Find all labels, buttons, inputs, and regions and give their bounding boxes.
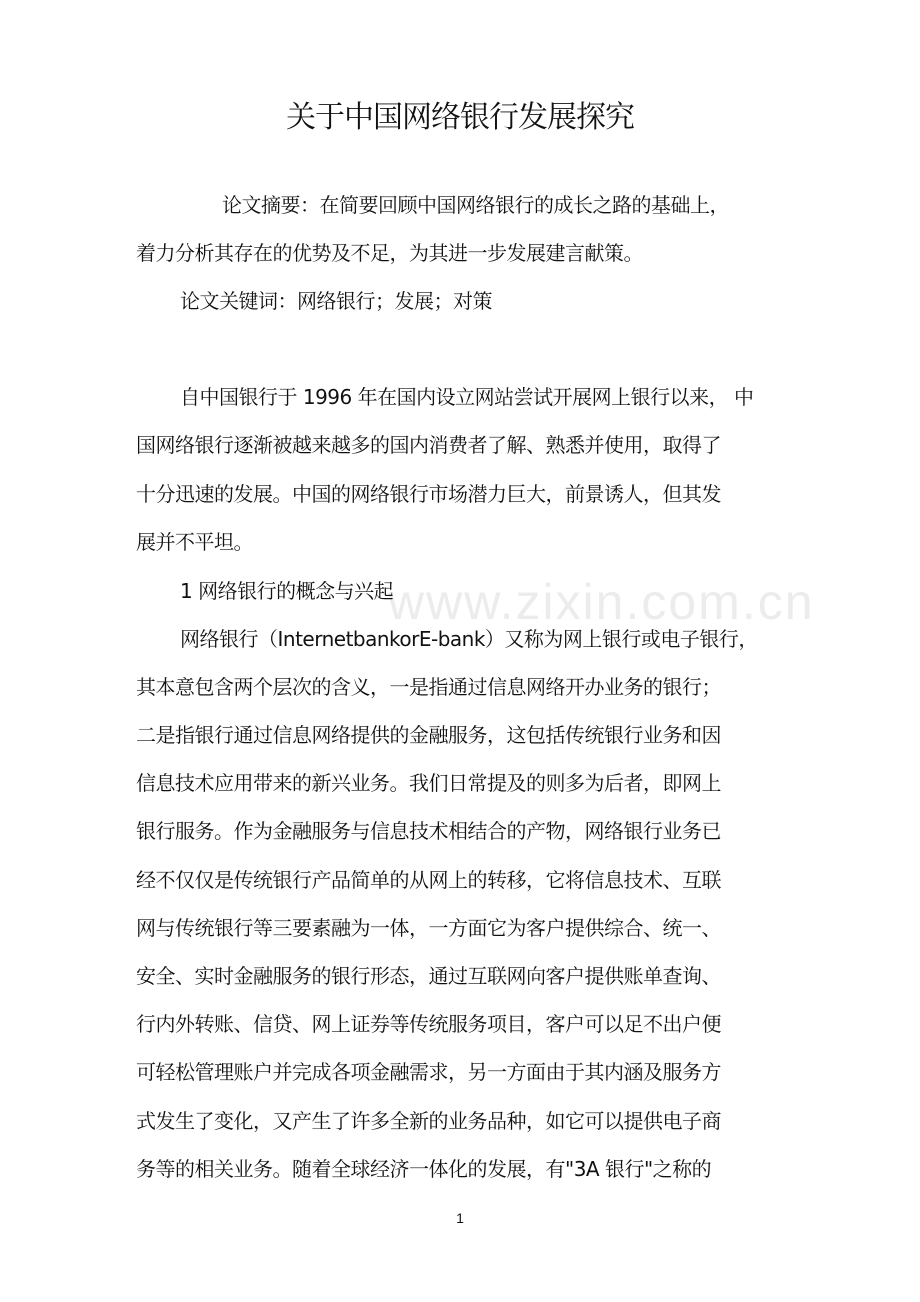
body-line: 自中国银行于 1996 年在国内设立网站尝试开展网上银行以来， 中 (180, 385, 754, 409)
body-line: 十分迅速的发展。中国的网络银行市场潜力巨大，前景诱人，但其发 (136, 482, 721, 506)
body-line: 安全、实时金融服务的银行形态，通过互联网向客户提供账单查询、 (136, 964, 721, 988)
body-line: 国网络银行逐渐被越来越多的国内消费者了解、熟悉并使用，取得了 (136, 433, 721, 457)
body-line: 银行服务。作为金融服务与信息技术相结合的产物，网络银行业务已 (136, 819, 721, 843)
body-line: 行内外转账、信贷、网上证券等传统服务项目，客户可以足不出户便 (136, 1012, 721, 1036)
abstract-line: 论文摘要：在简要回顾中国网络银行的成长之路的基础上， (222, 193, 729, 217)
page-number: 1 (456, 1210, 464, 1226)
body-line: 可轻松管理账户并完成各项金融需求，另一方面由于其内涵及服务方 (136, 1060, 721, 1084)
body-line: 务等的相关业务。随着全球经济一体化的发展，有"3A 银行"之称的 (136, 1157, 712, 1181)
keywords-line: 论文关键词：网络银行；发展；对策 (180, 289, 492, 313)
watermark: www.zixin.com.cn (388, 574, 815, 630)
abstract-line: 着力分析其存在的优势及不足，为其进一步发展建言献策。 (136, 241, 643, 265)
document-title: 关于中国网络银行发展探究 (286, 100, 634, 135)
body-line: 展并不平坦。 (136, 530, 253, 554)
body-line: 式发生了变化，又产生了许多全新的业务品种，如它可以提供电子商 (136, 1109, 721, 1133)
body-line: 二是指银行通过信息网络提供的金融服务，这包括传统银行业务和因 (136, 723, 721, 747)
body-line: 其本意包含两个层次的含义，一是指通过信息网络开办业务的银行； (136, 675, 721, 699)
body-line: 网络银行（InternetbankorE-bank）又称为网上银行或电子银行， (180, 627, 758, 651)
body-line: 信息技术应用带来的新兴业务。我们日常提及的则多为后者，即网上 (136, 771, 721, 795)
section-heading: 1 网络银行的概念与兴起 (180, 579, 394, 603)
body-line: 网与传统银行等三要素融为一体，一方面它为客户提供综合、统一、 (136, 916, 721, 940)
body-line: 经不仅仅是传统银行产品简单的从网上的转移，它将信息技术、互联 (136, 868, 721, 892)
